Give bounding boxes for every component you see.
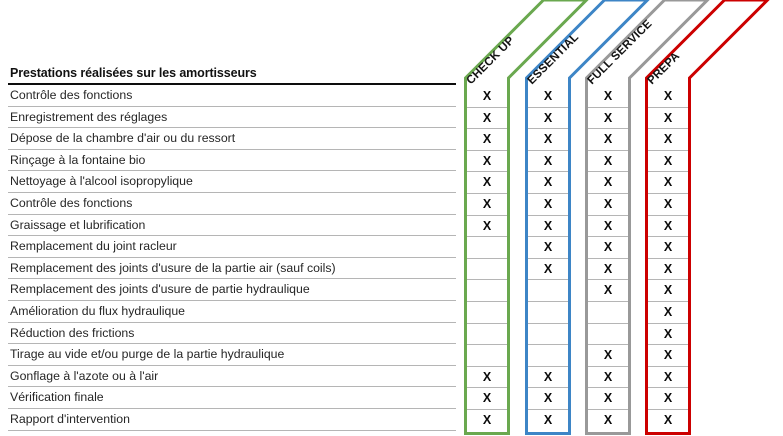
service-label-row: Nettoyage à l'alcool isopropylique bbox=[8, 171, 456, 193]
column-header-prepa bbox=[645, 0, 775, 90]
service-label-row: Contrôle des fonctions bbox=[8, 85, 456, 107]
mark-cell-empty bbox=[467, 259, 507, 281]
services-label-column bbox=[8, 64, 456, 431]
mark-column-essential bbox=[525, 86, 571, 435]
service-label-row: Remplacement du joint racleur bbox=[8, 236, 456, 258]
service-label-row: Remplacement des joints d'usure de la partie air (sauf coils) bbox=[8, 258, 456, 280]
mark-cell-checked: X bbox=[648, 86, 688, 108]
mark-cell-checked: X bbox=[528, 216, 568, 238]
service-label-row: Amélioration du flux hydraulique bbox=[8, 301, 456, 323]
mark-cell-empty bbox=[467, 280, 507, 302]
mark-cell-empty bbox=[528, 324, 568, 346]
mark-cell-checked: X bbox=[588, 194, 628, 216]
service-label-row: Vérification finale bbox=[8, 387, 456, 409]
column-header-label: CHECK UP bbox=[463, 33, 517, 87]
mark-cell-checked: X bbox=[467, 108, 507, 130]
mark-cell-empty bbox=[528, 280, 568, 302]
column-header-label: FULL SERVICE bbox=[584, 17, 655, 87]
service-label-row: Gonflage à l'azote ou à l'air bbox=[8, 366, 456, 388]
mark-cell-checked: X bbox=[663, 412, 673, 427]
service-label-row: Remplacement des joints d'usure de partie hydraulique bbox=[8, 279, 456, 301]
page-title: Prestations réalisées sur les amortisseurs bbox=[8, 64, 456, 85]
mark-cell-empty bbox=[588, 324, 628, 346]
mark-cell-checked: X bbox=[467, 86, 507, 108]
service-label-row: Graissage et lubrification bbox=[8, 215, 456, 237]
mark-cell-checked: X bbox=[528, 151, 568, 173]
mark-column-check_up bbox=[464, 86, 510, 435]
mark-cell-checked: X bbox=[648, 194, 688, 216]
mark-cell-checked: X bbox=[528, 129, 568, 151]
mark-cell-checked: X bbox=[648, 259, 688, 281]
service-label-row: Tirage au vide et/ou purge de la partie hydraulique bbox=[8, 344, 456, 366]
mark-cell-checked: X bbox=[528, 388, 568, 410]
service-label-row: Enregistrement des réglages bbox=[8, 107, 456, 129]
service-label-row: Rinçage à la fontaine bio bbox=[8, 150, 456, 172]
mark-cell-checked: X bbox=[528, 194, 568, 216]
mark-column-prepa bbox=[645, 86, 691, 435]
mark-cell-empty bbox=[467, 345, 507, 367]
column-header-label: PREPA bbox=[644, 49, 683, 87]
mark-cell-checked: X bbox=[528, 259, 568, 281]
service-label-row: Dépose de la chambre d'air ou du ressort bbox=[8, 128, 456, 150]
mark-cell-checked: X bbox=[588, 216, 628, 238]
service-label-row: Rapport d'intervention bbox=[8, 409, 456, 431]
mark-cell-checked: X bbox=[648, 345, 688, 367]
mark-cell-checked: X bbox=[467, 194, 507, 216]
mark-cell-checked: X bbox=[543, 412, 553, 427]
mark-cell-checked: X bbox=[467, 216, 507, 238]
mark-cell-checked: X bbox=[528, 86, 568, 108]
mark-cell-checked: X bbox=[588, 388, 628, 410]
service-label-list bbox=[8, 85, 456, 431]
service-label-row: Contrôle des fonctions bbox=[8, 193, 456, 215]
mark-cell-checked: X bbox=[528, 367, 568, 389]
mark-cell-empty bbox=[528, 345, 568, 367]
column-header-label: ESSENTIAL bbox=[524, 30, 582, 88]
mark-cell-checked: X bbox=[648, 388, 688, 410]
mark-cell-checked: X bbox=[648, 302, 688, 324]
mark-cell-checked: X bbox=[648, 172, 688, 194]
mark-cell-checked: X bbox=[467, 367, 507, 389]
mark-cell-checked: X bbox=[648, 216, 688, 238]
mark-cell-empty bbox=[467, 237, 507, 259]
mark-cell-checked: X bbox=[588, 172, 628, 194]
mark-cell-checked: X bbox=[588, 280, 628, 302]
mark-cell-checked: X bbox=[648, 367, 688, 389]
service-label-row: Réduction des frictions bbox=[8, 323, 456, 345]
mark-cell-checked: X bbox=[648, 129, 688, 151]
mark-cell-checked: X bbox=[588, 345, 628, 367]
mark-column-full_service bbox=[585, 86, 631, 435]
mark-cell-checked: X bbox=[588, 151, 628, 173]
mark-cell-checked: X bbox=[588, 259, 628, 281]
mark-cell-checked: X bbox=[648, 151, 688, 173]
mark-cell-checked: X bbox=[528, 237, 568, 259]
mark-cell-checked: X bbox=[588, 129, 628, 151]
mark-cell-checked: X bbox=[648, 280, 688, 302]
mark-cell-checked: X bbox=[467, 172, 507, 194]
mark-cell-checked: X bbox=[588, 237, 628, 259]
mark-cell-checked: X bbox=[467, 129, 507, 151]
mark-cell-checked: X bbox=[648, 324, 688, 346]
mark-cell-empty bbox=[467, 302, 507, 324]
mark-cell-checked: X bbox=[482, 412, 492, 427]
mark-cell-checked: X bbox=[528, 172, 568, 194]
mark-cell-checked: X bbox=[528, 108, 568, 130]
mark-cell-checked: X bbox=[648, 108, 688, 130]
mark-cell-empty bbox=[467, 324, 507, 346]
mark-cell-checked: X bbox=[467, 388, 507, 410]
mark-cell-checked: X bbox=[648, 237, 688, 259]
mark-cell-checked: X bbox=[603, 412, 613, 427]
mark-cell-empty bbox=[528, 302, 568, 324]
mark-cell-checked: X bbox=[588, 108, 628, 130]
mark-cell-checked: X bbox=[467, 151, 507, 173]
mark-cell-checked: X bbox=[588, 86, 628, 108]
mark-cell-checked: X bbox=[588, 367, 628, 389]
mark-cell-empty bbox=[588, 302, 628, 324]
